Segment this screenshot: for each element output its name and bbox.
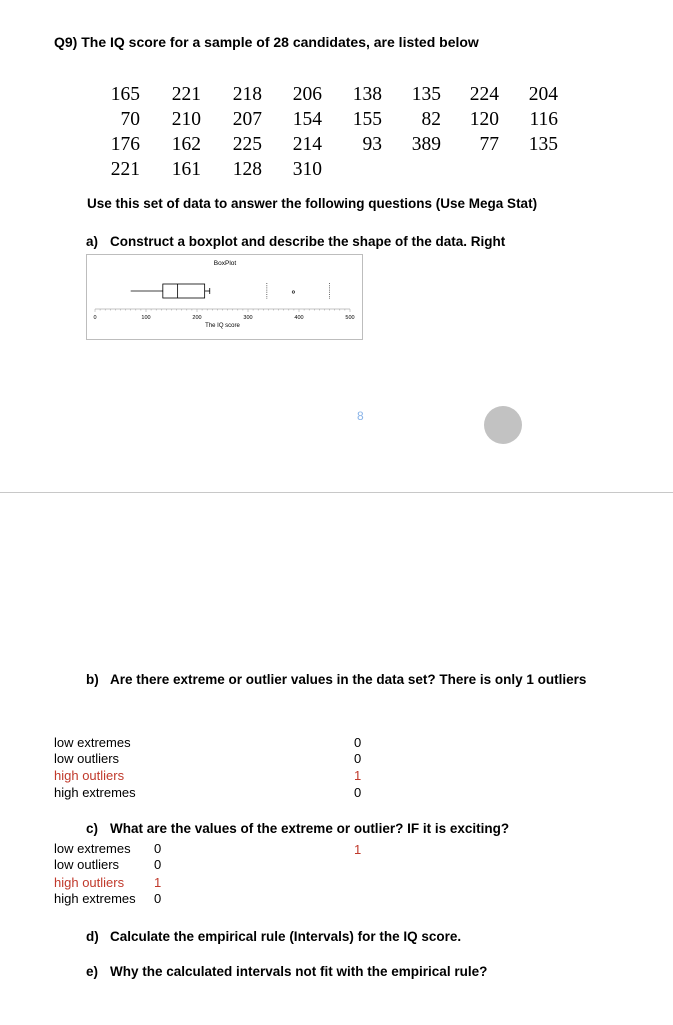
part-a-text: Construct a boxplot and describe the shape of the data. Right	[110, 234, 506, 249]
iq-value-cell: 207	[232, 109, 262, 130]
iq-value-cell: 221	[171, 84, 201, 105]
iq-value-cell: 206	[292, 84, 322, 105]
box-iqr	[163, 284, 205, 298]
iq-value-cell: 161	[171, 159, 201, 180]
stat2-value-low-extremes: 0	[154, 841, 162, 856]
x-tick-label: 500	[345, 315, 355, 321]
iq-value-cell: 138	[352, 84, 382, 105]
stat2-value-low-outliers: 0	[154, 857, 162, 872]
iq-value-cell: 165	[110, 84, 140, 105]
outlier-point	[292, 291, 294, 293]
part-b-question	[86, 672, 586, 687]
x-tick-label: 400	[294, 315, 304, 321]
stat1-label-low-extremes: low extremes	[54, 735, 131, 750]
iq-value-cell	[499, 157, 558, 182]
iq-value-cell: 93	[362, 134, 382, 155]
iq-value-cell: 310	[292, 159, 322, 180]
x-tick-label: 300	[243, 315, 253, 321]
part-d-label: d)	[86, 929, 99, 944]
stat1-value-high-outliers: 1	[354, 768, 362, 783]
iq-value-cell: 70	[120, 109, 140, 130]
iq-value-cell	[382, 157, 441, 182]
iq-value-cell: 135	[528, 134, 558, 155]
part-a-label: a)	[86, 234, 99, 249]
iq-row	[95, 107, 558, 132]
x-tick-label: 0	[93, 315, 97, 321]
floating-circle-button[interactable]	[484, 406, 522, 444]
iq-value-cell: 204	[528, 84, 558, 105]
x-tick-label: 200	[192, 315, 202, 321]
iq-value-cell: 120	[469, 109, 499, 130]
stat2-value-high-outliers: 1	[154, 875, 162, 890]
iq-value-cell: 155	[352, 109, 382, 130]
part-e-label: e)	[86, 964, 99, 979]
stat1-value-low-outliers: 0	[354, 751, 362, 766]
iq-value-cell: 221	[110, 159, 140, 180]
part-d-text: Calculate the empirical rule (Intervals) for the IQ score.	[110, 929, 462, 944]
iq-value-cell: 218	[232, 84, 262, 105]
part-b-label: b)	[86, 672, 99, 687]
iq-value-cell: 176	[110, 134, 140, 155]
stat2-value-high-extremes: 0	[154, 891, 162, 906]
iq-value-cell: 210	[171, 109, 201, 130]
part-c-text: What are the values of the extreme or outlier? IF it is exciting?	[110, 821, 510, 836]
iq-row	[95, 157, 558, 182]
iq-value-cell: 214	[292, 134, 322, 155]
question-title: Q9) The IQ score for a sample of 28 candidates, are listed below	[54, 34, 479, 50]
iq-value-cell: 389	[411, 134, 441, 155]
page-divider	[0, 492, 673, 493]
part-a-question	[86, 234, 505, 249]
iq-value-cell: 77	[479, 134, 499, 155]
iq-value-cell: 135	[411, 84, 441, 105]
stat2-label-high-outliers: high outliers	[54, 875, 125, 890]
stat1-value-high-extremes: 0	[354, 785, 362, 800]
part-b-text: Are there extreme or outlier values in the data set? There is only 1 outliers	[110, 672, 587, 687]
iq-value-cell	[322, 157, 382, 182]
iq-value-cell: 162	[171, 134, 201, 155]
stat1-label-high-extremes: high extremes	[54, 785, 136, 800]
part-c-note: 1	[354, 842, 362, 857]
stat2-label-low-outliers: low outliers	[54, 857, 120, 872]
iq-row	[95, 132, 558, 157]
iq-value-cell: 224	[469, 84, 499, 105]
boxplot-title: BoxPlot	[213, 260, 237, 267]
part-e-question	[86, 964, 487, 979]
page-number: 8	[357, 409, 364, 423]
iq-value-cell: 116	[529, 109, 558, 130]
boxplot-svg	[87, 255, 362, 339]
x-axis-label: The IQ score	[205, 323, 240, 329]
iq-value-cell: 82	[421, 109, 441, 130]
stat1-label-high-outliers: high outliers	[54, 768, 125, 783]
part-c-label: c)	[86, 821, 99, 836]
stat1-label-low-outliers: low outliers	[54, 751, 120, 766]
instruction-text: Use this set of data to answer the following questions (Use Mega Stat)	[87, 196, 538, 211]
stat1-value-low-extremes: 0	[354, 735, 362, 750]
iq-value-cell: 128	[232, 159, 262, 180]
part-c-question	[86, 821, 509, 836]
iq-value-cell: 225	[232, 134, 262, 155]
iq-value-cell: 154	[292, 109, 322, 130]
stat2-label-low-extremes: low extremes	[54, 841, 131, 856]
iq-row	[95, 82, 558, 107]
boxplot-chart	[86, 254, 363, 340]
iq-value-cell	[441, 157, 499, 182]
stat2-label-high-extremes: high extremes	[54, 891, 136, 906]
part-d-question	[86, 929, 461, 944]
part-e-text: Why the calculated intervals not fit with the empirical rule?	[110, 964, 488, 979]
iq-scores-table	[95, 82, 558, 182]
x-tick-label: 100	[141, 315, 151, 321]
